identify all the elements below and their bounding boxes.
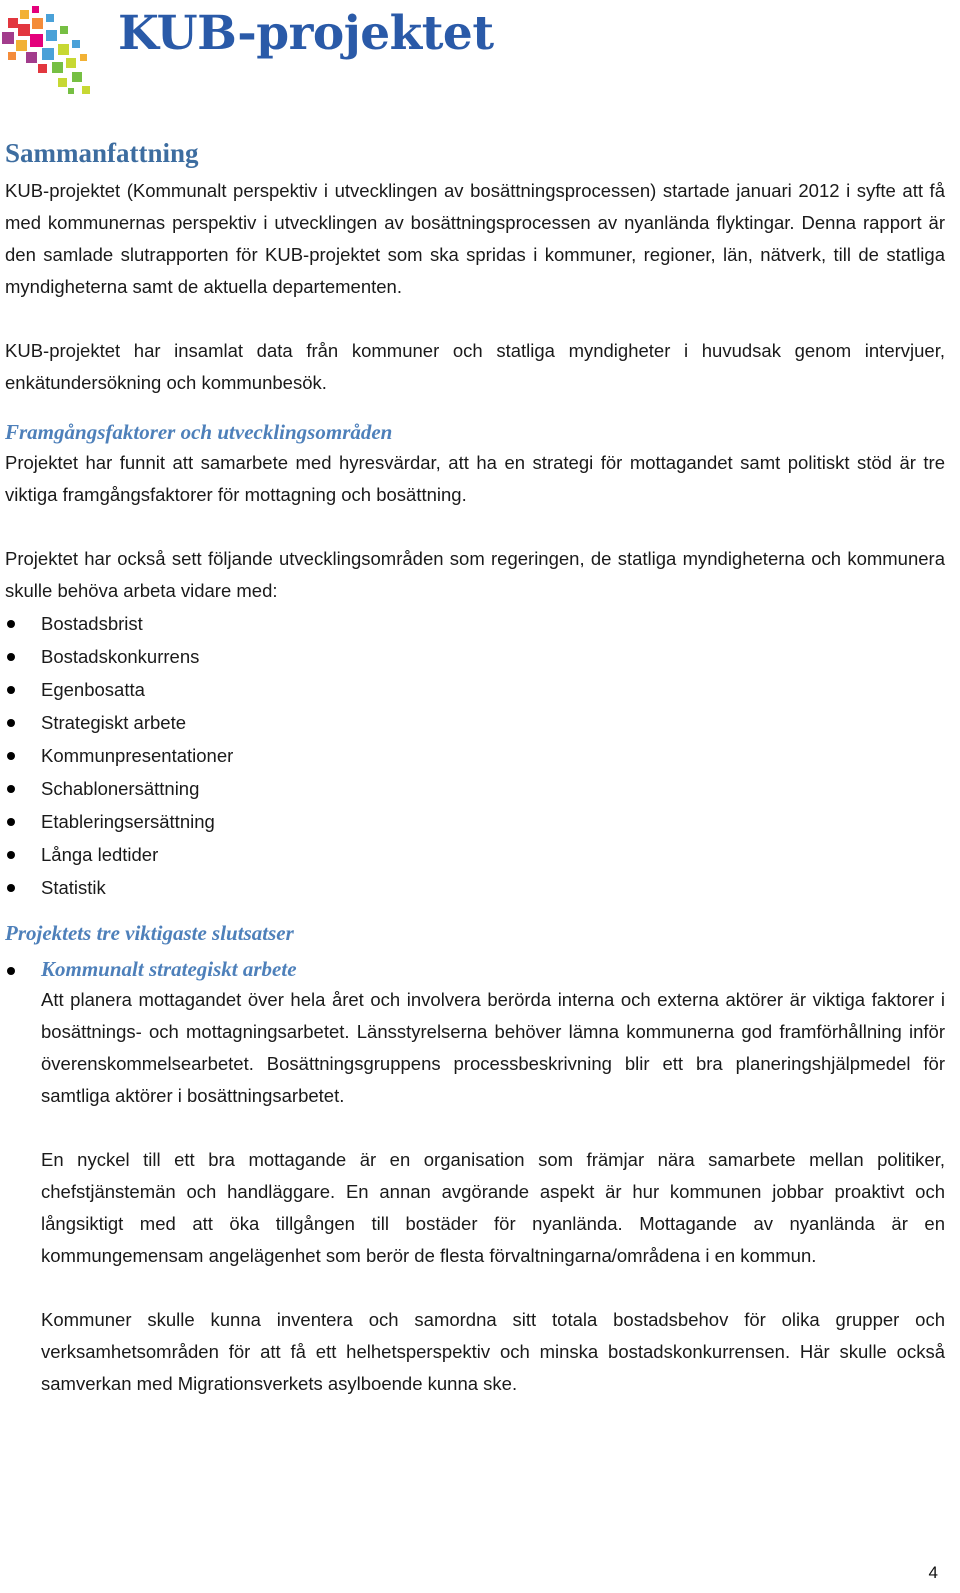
page-header (0, 0, 960, 100)
section-heading-summary: Sammanfattning (5, 138, 199, 168)
conclusion-title: Kommunalt strategiskt arbete (41, 957, 297, 981)
list-item: Bostadskonkurrens (5, 640, 945, 673)
factors-paragraph-1: Projektet har funnit att samarbete med hyresvärdar, att ha en strategi för mottagandet samt politiskt stöd är tre viktiga framgångsfaktorer för mottagning och bosättning. (5, 452, 945, 505)
kub-logo-icon (2, 4, 94, 96)
list-item: Schablonersättning (5, 772, 945, 805)
document-title: KUB-projektet (118, 6, 494, 61)
list-item: Statistik (5, 871, 945, 904)
section-heading-conclusions: Projektets tre viktigaste slutsatser (5, 921, 294, 945)
section-heading-factors: Framgångsfaktorer och utvecklingsområden (5, 420, 393, 444)
factors-paragraph-2: Projektet har också sett följande utvecklingsområden som regeringen, de statliga myndigheterna och kommunera skulle behöva arbeta vidare med: (5, 548, 945, 601)
summary-paragraph-2: KUB-projektet har insamlat data från kommuner och statliga myndigheter i huvudsak genom intervjuer, enkätundersökning och kommunbesök. (5, 340, 945, 393)
list-item: Kommunpresentationer (5, 739, 945, 772)
list-item: Egenbosatta (5, 673, 945, 706)
conclusion-paragraph-2: En nyckel till ett bra mottagande är en organisation som främjar nära samarbete mellan politiker, chefstjänstemän och handläggare. En annan avgörande aspekt är hur kommunen jobbar proaktivt och långsiktigt med att öka tillgången till bostäder för nyanlända. Mottagande av nyanlända är en kommungemensam angelägenhet som berör de flesta förvaltningarna/områdena i en kommun. (41, 1149, 945, 1266)
conclusion-item (5, 954, 945, 1400)
development-areas-list (5, 607, 945, 904)
list-item: Bostadsbrist (5, 607, 945, 640)
conclusion-paragraph-3: Kommuner skulle kunna inventera och samordna sitt totala bostadsbehov för olika grupper och verksamhetsområden för att få ett helhetsperspektiv och minska bostadskonkurrensen. Här skulle också samverkan med Migrationsverkets asylboende kunna ske. (41, 1309, 945, 1394)
list-item: Långa ledtider (5, 838, 945, 871)
list-item: Etableringsersättning (5, 805, 945, 838)
conclusion-paragraph-1: Att planera mottagandet över hela året och involvera berörda interna och externa aktörer är viktiga faktorer i bosättnings- och mottagningsarbetet. Länsstyrelserna behöver lämna kommunerna god framförhållning inför överenskommelsearbetet. Bosättningsgruppens processbeskrivning blir ett bra planeringshjälpmedel för samtliga aktörer i bosättningsarbetet. (41, 989, 945, 1106)
summary-paragraph-1: KUB-projektet (Kommunalt perspektiv i utvecklingen av bosättningsprocessen) startade januari 2012 i syfte att få med kommunernas perspektiv i utvecklingen av bosättningsprocessen av nyanlända flyktingar. Denna rapport är den samlade slutrapporten för KUB-projektet som ska spridas i kommuner, regioner, län, nätverk, till de statliga myndigheterna samt de aktuella departementen. (5, 180, 945, 297)
page-number: 4 (928, 1563, 938, 1582)
document-body (5, 138, 945, 1400)
list-item: Strategiskt arbete (5, 706, 945, 739)
